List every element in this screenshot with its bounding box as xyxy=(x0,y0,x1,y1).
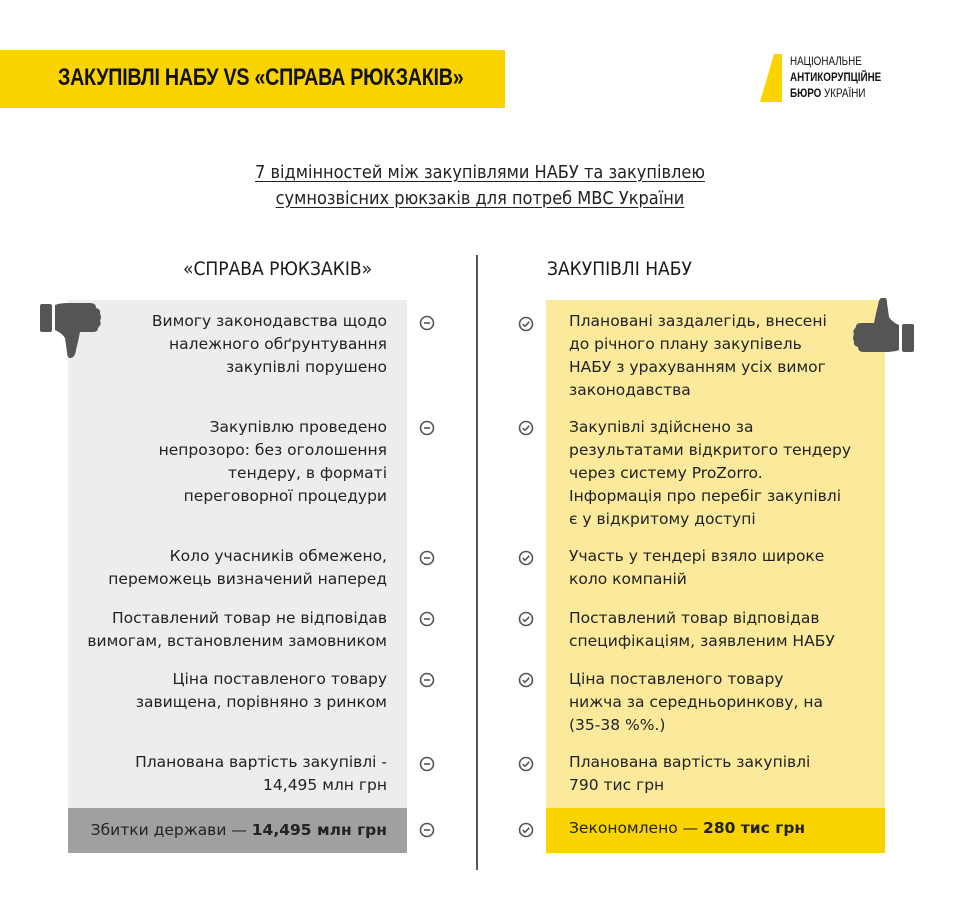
left-item-6: Планована вартість закупівлі - 14,495 млн грн xyxy=(135,753,387,794)
right-item-6: Планована вартість закупівлі 790 тис грн xyxy=(569,753,811,794)
logo-line-3: БЮРО УКРАЇНИ xyxy=(790,86,866,100)
left-item-4: Поставлений товар не відповідав вимогам, встановленим замовником xyxy=(87,609,387,650)
check-circle-icon xyxy=(518,756,534,772)
logo-line-2: АНТИКОРУПЦІЙНЕ xyxy=(790,70,882,84)
check-circle-icon xyxy=(518,420,534,436)
minus-circle-icon xyxy=(419,672,435,688)
right-item-3: Участь у тендері взяло широке коло компаній xyxy=(569,547,825,588)
left-item-3: Коло учасників обмежено, переможець визначений наперед xyxy=(108,547,387,588)
right-item-5: Ціна поставленого товару нижча за середньоринкову, на (35-38 %%.) xyxy=(569,670,824,734)
left-total xyxy=(91,819,387,842)
logo-line-1: НАЦІОНАЛЬНЕ xyxy=(790,54,862,68)
column-divider xyxy=(476,255,478,870)
left-item-1: Вимогу законодавства щодо належного обґрунтування закупівлі порушено xyxy=(151,312,387,376)
subtitle-line-1: 7 відмінностей між закупівлями НАБУ та закупівлею xyxy=(255,162,705,183)
right-item-2: Закупівлі здійснено за результатами відкритого тендеру через систему ProZorro. Інформація про перебіг закупівлі є у відкритому доступі xyxy=(569,418,852,528)
minus-circle-icon xyxy=(419,611,435,627)
check-circle-icon xyxy=(518,316,534,332)
thumbs-down-icon xyxy=(38,300,102,364)
minus-circle-icon xyxy=(419,550,435,566)
logo-text xyxy=(790,53,881,101)
left-total-label: Збитки держави — xyxy=(90,821,252,839)
title-banner xyxy=(0,50,505,108)
subtitle xyxy=(0,160,960,212)
left-column-heading: «СПРАВА РЮКЗАКІВ» xyxy=(183,258,373,280)
right-item-1: Плановані заздалегідь, внесені до річного плану закупівель НАБУ з урахуванням усіх вимог законодавства xyxy=(569,312,827,399)
page-title: ЗАКУПІВЛІ НАБУ VS «СПРАВА РЮКЗАКІВ» xyxy=(58,64,464,91)
check-circle-icon xyxy=(518,550,534,566)
minus-circle-icon xyxy=(419,822,435,838)
right-total xyxy=(569,817,805,840)
left-item-2: Закупівлю проведено непрозоро: без оголошення тендеру, в форматі переговорної процедури xyxy=(158,418,387,505)
right-total-value: 280 тис грн xyxy=(703,819,806,837)
left-total-value: 14,495 млн грн xyxy=(251,821,387,839)
right-column-heading: ЗАКУПІВЛІ НАБУ xyxy=(547,258,692,280)
subtitle-line-2: сумнозвісних рюкзаків для потреб МВС України xyxy=(275,188,685,209)
nabu-logo xyxy=(760,52,900,104)
left-item-5: Ціна поставленого товару завищена, порівняно з ринком xyxy=(135,670,387,711)
check-circle-icon xyxy=(518,611,534,627)
minus-circle-icon xyxy=(419,756,435,772)
check-circle-icon xyxy=(518,822,534,838)
check-circle-icon xyxy=(518,672,534,688)
minus-circle-icon xyxy=(419,315,435,331)
right-total-label: Зекономлено — xyxy=(569,819,704,837)
minus-circle-icon xyxy=(419,420,435,436)
right-item-4: Поставлений товар відповідав специфікаціям, заявленим НАБУ xyxy=(569,609,835,650)
thumbs-up-icon xyxy=(852,298,916,362)
logo-mark-icon xyxy=(760,54,782,102)
